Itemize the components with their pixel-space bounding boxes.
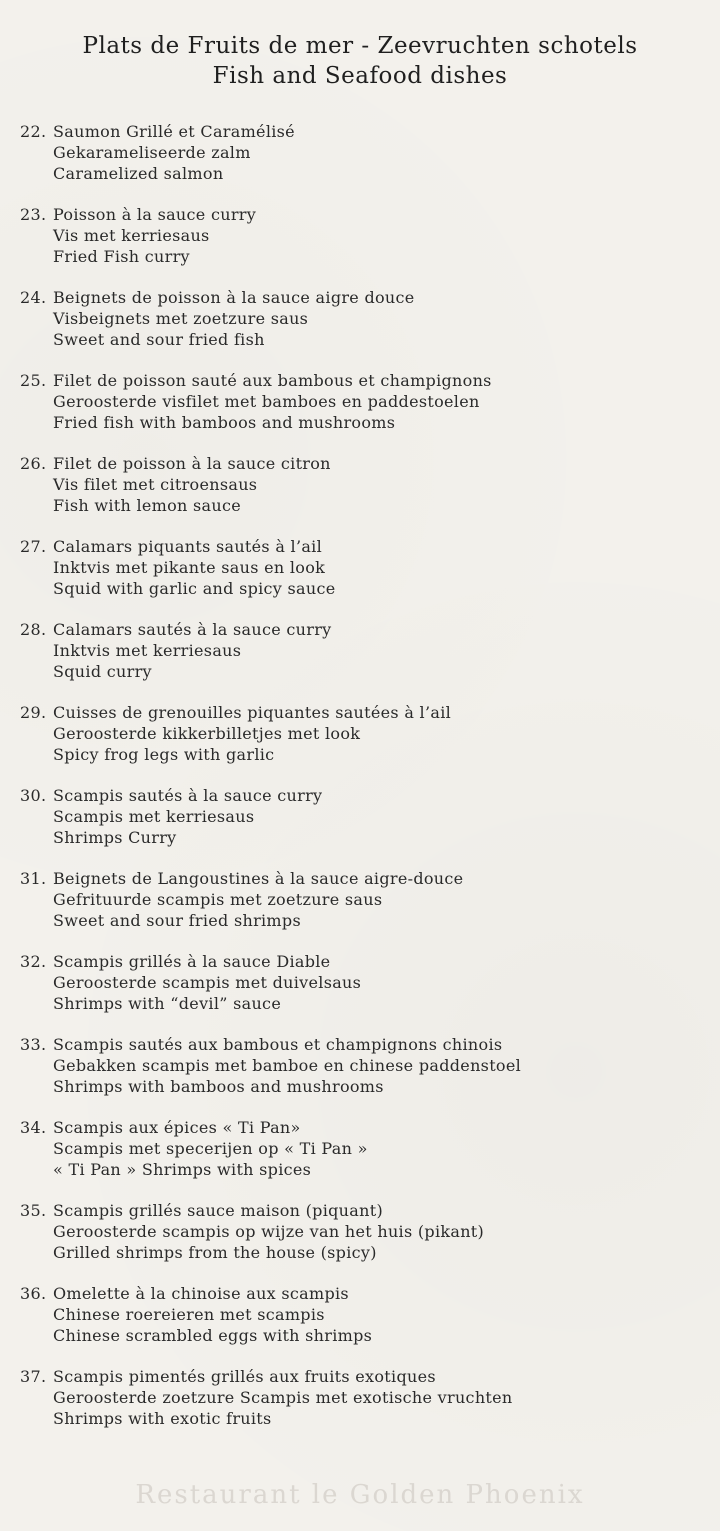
- dish-list: [20, 121, 710, 1449]
- dish-number: 22.: [20, 122, 47, 141]
- dish-name-nl: Geroosterde scampis met duivelsaus: [53, 973, 362, 992]
- dish-name-fr: Scampis grillés à la sauce Diable: [53, 952, 331, 971]
- dish-name-nl: Inktvis met pikante saus en look: [53, 558, 326, 577]
- dish-name-en: Chinese scrambled eggs with shrimps: [53, 1326, 373, 1345]
- dish-item-35: [20, 1200, 710, 1283]
- dish-name-fr: Scampis sautés à la sauce curry: [53, 786, 323, 805]
- dish-number: 36.: [20, 1284, 47, 1303]
- dish-name-nl: Visbeignets met zoetzure saus: [53, 309, 309, 328]
- dish-item-28: [20, 619, 710, 702]
- dish-item-36: [20, 1283, 710, 1366]
- dish-name-nl: Scampis met specerijen op « Ti Pan »: [53, 1139, 368, 1158]
- dish-number: 37.: [20, 1367, 47, 1386]
- dish-number: 29.: [20, 703, 47, 722]
- dish-item-37: [20, 1366, 710, 1449]
- dish-name-fr: Beignets de poisson à la sauce aigre douce: [53, 288, 415, 307]
- dish-name-fr: Scampis grillés sauce maison (piquant): [53, 1201, 383, 1220]
- dish-item-25: [20, 370, 710, 453]
- dish-item-32: [20, 951, 710, 1034]
- dish-name-en: Shrimps with “devil” sauce: [53, 994, 282, 1013]
- dish-number: 32.: [20, 952, 47, 971]
- dish-number: 26.: [20, 454, 47, 473]
- dish-item-26: [20, 453, 710, 536]
- dish-name-nl: Gekarameliseerde zalm: [53, 143, 251, 162]
- dish-name-en: Fried fish with bamboos and mushrooms: [53, 413, 396, 432]
- dish-item-31: [20, 868, 710, 951]
- dish-name-en: Fish with lemon sauce: [53, 496, 242, 515]
- dish-number: 31.: [20, 869, 47, 888]
- dish-name-en: Spicy frog legs with garlic: [53, 745, 275, 764]
- dish-name-fr: Scampis pimentés grillés aux fruits exotiques: [53, 1367, 436, 1386]
- dish-name-fr: Calamars piquants sautés à l’ail: [53, 537, 323, 556]
- dish-name-en: Shrimps Curry: [53, 828, 177, 847]
- dish-item-30: [20, 785, 710, 868]
- dish-name-nl: Geroosterde scampis op wijze van het huis (pikant): [53, 1222, 485, 1241]
- dish-name-fr: Cuisses de grenouilles piquantes sautées à l’ail: [53, 703, 452, 722]
- page-subtitle: Fish and Seafood dishes: [212, 63, 508, 89]
- dish-name-nl: Chinese roereieren met scampis: [53, 1305, 325, 1324]
- dish-name-nl: Scampis met kerriesaus: [53, 807, 255, 826]
- dish-name-nl: Geroosterde visfilet met bamboes en paddestoelen: [53, 392, 480, 411]
- page-title: Plats de Fruits de mer - Zeevruchten schotels: [82, 33, 638, 59]
- dish-number: 24.: [20, 288, 47, 307]
- dish-name-fr: Calamars sautés à la sauce curry: [53, 620, 332, 639]
- dish-item-24: [20, 287, 710, 370]
- dish-name-en: Shrimps with bamboos and mushrooms: [53, 1077, 384, 1096]
- dish-item-34: [20, 1117, 710, 1200]
- dish-number: 34.: [20, 1118, 47, 1137]
- dish-name-nl: Geroosterde zoetzure Scampis met exotische vruchten: [53, 1388, 513, 1407]
- dish-name-nl: Inktvis met kerriesaus: [53, 641, 242, 660]
- dish-name-fr: Saumon Grillé et Caramélisé: [53, 122, 295, 141]
- dish-name-nl: Vis met kerriesaus: [53, 226, 210, 245]
- dish-number: 30.: [20, 786, 47, 805]
- dish-name-fr: Omelette à la chinoise aux scampis: [53, 1284, 349, 1303]
- dish-number: 28.: [20, 620, 47, 639]
- dish-name-en: Fried Fish curry: [53, 247, 190, 266]
- dish-item-27: [20, 536, 710, 619]
- dish-name-fr: Filet de poisson sauté aux bambous et champignons: [53, 371, 492, 390]
- dish-number: 27.: [20, 537, 47, 556]
- dish-item-29: [20, 702, 710, 785]
- dish-name-en: Caramelized salmon: [53, 164, 224, 183]
- dish-item-33: [20, 1034, 710, 1117]
- dish-name-nl: Vis filet met citroensaus: [53, 475, 258, 494]
- dish-name-fr: Beignets de Langoustines à la sauce aigre-douce: [53, 869, 464, 888]
- dish-name-en: Squid curry: [53, 662, 152, 681]
- dish-name-nl: Gebakken scampis met bamboe en chinese paddenstoel: [53, 1056, 522, 1075]
- dish-name-fr: Scampis aux épices « Ti Pan»: [53, 1118, 301, 1137]
- dish-number: 23.: [20, 205, 47, 224]
- dish-item-22: [20, 121, 710, 204]
- restaurant-watermark: Restaurant le Golden Phoenix: [135, 1480, 585, 1510]
- dish-number: 35.: [20, 1201, 47, 1220]
- dish-name-nl: Gefrituurde scampis met zoetzure saus: [53, 890, 383, 909]
- dish-name-fr: Filet de poisson à la sauce citron: [53, 454, 331, 473]
- dish-name-en: Squid with garlic and spicy sauce: [53, 579, 336, 598]
- dish-name-fr: Scampis sautés aux bambous et champignons chinois: [53, 1035, 503, 1054]
- dish-number: 25.: [20, 371, 47, 390]
- dish-name-en: Shrimps with exotic fruits: [53, 1409, 272, 1428]
- dish-number: 33.: [20, 1035, 47, 1054]
- dish-item-23: [20, 204, 710, 287]
- dish-name-en: Sweet and sour fried shrimps: [53, 911, 301, 930]
- dish-name-en: Sweet and sour fried fish: [53, 330, 265, 349]
- dish-name-en: « Ti Pan » Shrimps with spices: [53, 1160, 312, 1179]
- dish-name-fr: Poisson à la sauce curry: [53, 205, 257, 224]
- dish-name-en: Grilled shrimps from the house (spicy): [53, 1243, 377, 1262]
- dish-name-nl: Geroosterde kikkerbilletjes met look: [53, 724, 361, 743]
